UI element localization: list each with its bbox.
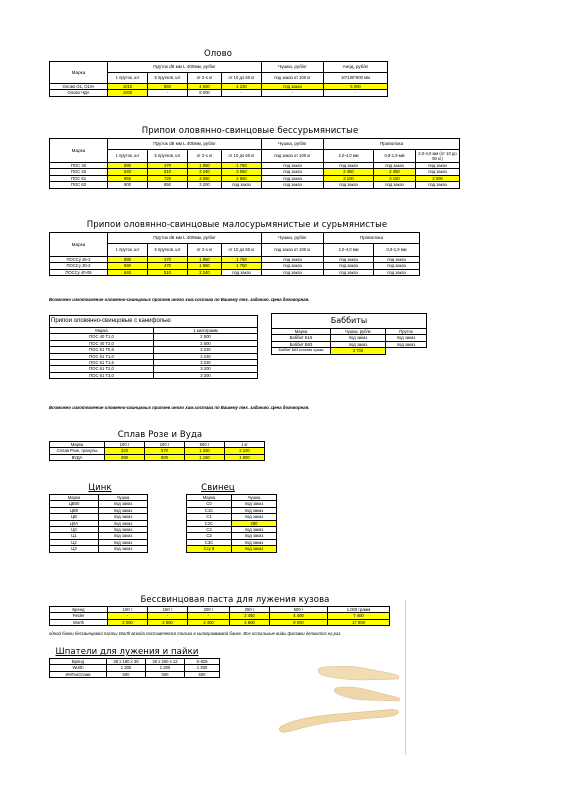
table-row: Wurth 2 000 2 800 3 400 4 600 9 000 17 000	[50, 619, 390, 625]
spatula-title: Шпатели для лужения и пайки	[55, 647, 199, 657]
tin-h-rod: Пруток d8 мм L 400мм, руб/кг	[108, 62, 262, 73]
pos-h-rod: Пруток d8 мм L 400мм, руб/кг	[108, 139, 262, 150]
table-row: Ц2 под заказ	[50, 539, 148, 545]
pos-table: Марка Пруток d8 мм L 400мм, руб/кг Чушка, руб/кг Проволока 1 пруток, шт 5 прутков, шт от 2-х кг от 10 до 50 кг под заказ от 100 кг 2,0-4,0 мм 0,8-1,9 мм 2,0-4,0 мм (от 10 до 50 кг) ПОС 30 590 470 1 950 1 750 под заказ под заказ под заказ под заказ ПОС 40 640 510 2 240 2 050 под заказ 2 450 2 450 под заказ ПОС 61 850 720 3 050 2 850 под заказ 3 100 3 150 3 000 ПОС 63 900 850 3 200 под заказ под заказ под заказ под заказ под заказ	[49, 138, 460, 189]
table-row: ИНГеоСплав 500 500 500	[50, 671, 220, 677]
table-row: Баббит Б16 под заказ под заказ	[272, 335, 427, 341]
tin-table	[49, 61, 388, 97]
rosin-section	[49, 315, 258, 379]
tin-sub: под заказ от 100 кг	[262, 73, 324, 84]
tin-h-ingot: Чушка, руб/кг	[262, 62, 324, 73]
babbit-table: Баббиты Марка Чушка, руб/кг Пруток Баббит Б16 под заказ под заказ Баббит Б83 под заказ под заказ Баббит Б83 колотая чушка 3 700	[271, 313, 427, 355]
rosin-h-mark: Марка	[50, 328, 154, 334]
paste-table: Бренд 100 г 150 г 200 г 250 г 500 г 1.000 грамм Felder - - - 2 450 4 400 7 400 Wurth 2 000 2 800 3 400 4 600 9 000 17 000	[49, 606, 390, 626]
spatula-3	[279, 710, 398, 733]
table-row: Ц0 под заказ	[50, 527, 148, 533]
pos-h-ingot: Чушка, руб/кг	[262, 139, 324, 150]
pos-title: Припои оловянно-свинцовые бессурьмянистые	[141, 126, 359, 136]
wooden-spatulas-image	[262, 660, 412, 750]
table-row: ПОС 63 900 850 3 200 под заказ под заказ под заказ под заказ под заказ	[50, 182, 460, 188]
poss-section	[49, 232, 420, 276]
spatula-2	[334, 687, 399, 701]
table-row: ПОС 61 Т0,8 3 230	[50, 347, 258, 353]
paste-note: одной банки бессвинцовой пасты Wurth всегда поставляется только в килограммовой банке. Все остальные виды фасовки делаются на раз	[49, 631, 341, 636]
table-row: ЦВ00 под заказ	[50, 501, 148, 507]
rosin-title: Припои оловянно-свинцовые с канифолью	[50, 316, 258, 328]
tin-h-anode: Анод, руб/кг	[324, 62, 388, 73]
table-row: Felder - - - 2 450 4 400 7 400	[50, 613, 390, 619]
tin-sub: от 2-х кг	[188, 73, 222, 84]
table-row: ЦВ0 под заказ	[50, 507, 148, 513]
spatula-table: Бренд 38 x 180 x 38 30 x 250 x 12 S-825 Wurth 1 300 1 300 1 300 ИНГеоСплав 500 500 500	[49, 658, 220, 678]
rose-wood-table: Марка 100 г 200 г 500 г 1 кг Сплав Розе, гранулы 333 570 1 330 2 220 ВУДА 290 500 1 150 1 900	[49, 441, 265, 461]
table-row: Олово О1, О1пч 1010 850 4 500 4 230 под заказ 5 000	[50, 84, 388, 90]
table-row: С3 под заказ	[187, 533, 277, 539]
table-row: ПОС 40 Т1,0 2 500	[50, 334, 258, 340]
table-row: ПОС 40 640 510 2 240 2 050 под заказ 2 450 2 450 под заказ	[50, 169, 460, 175]
note-custom-alloy: Возможно изготовление оловянно-свинцовых припоев иного хим.состава по Вашему тех. заданию. Цена договорная.	[49, 297, 310, 302]
paste-section	[49, 606, 390, 626]
note-custom-alloy-2: Возможно изготовление оловянно-свинцовых припоев иного хим.состава по Вашему тех. заданию. Цена договорная.	[49, 405, 310, 410]
page-edge-line	[405, 600, 406, 755]
table-row: ПОССу 25-2 590 470 1 950 1 750 под заказ под заказ под заказ	[50, 257, 420, 263]
table-row: Ссу 8 под заказ	[187, 546, 277, 552]
zinc-table: Марка Чушка ЦВ00 под заказ ЦВ0 под заказ ЦВ под заказ Ц0А под заказ Ц0 под заказ Ц1 под заказ Ц2 под заказ Ц3 под заказ	[49, 494, 148, 553]
table-row: ПОС 40 Т2,0 2 500	[50, 340, 258, 346]
lead-title: Свинец	[201, 483, 235, 493]
table-row: С2С 280	[187, 520, 277, 526]
table-row: С3С под заказ	[187, 539, 277, 545]
zinc-title: Цинк	[88, 483, 112, 493]
tin-section	[49, 61, 388, 97]
tin-h-mark: Марка	[50, 62, 108, 84]
table-row: ПОС 61 Т1,0 3 230	[50, 353, 258, 359]
table-row: ПОС 30 590 470 1 950 1 750 под заказ под заказ под заказ под заказ	[50, 163, 460, 169]
pos-h-wire: Проволока	[324, 139, 460, 150]
lead-section	[186, 494, 277, 553]
table-row: ПОС 61 Т1,5 3 230	[50, 360, 258, 366]
tin-sub: 1 пруток, шт	[108, 73, 148, 84]
table-row: ПОССу 30-2 590 470 1 950 1 750 под заказ под заказ под заказ	[50, 263, 420, 269]
zinc-section	[49, 494, 148, 553]
poss-h-ingot: Чушка, руб/кг	[262, 233, 324, 244]
table-row: Wurth 1 300 1 300 1 300	[50, 665, 220, 671]
table-row: Ц3 под заказ	[50, 546, 148, 552]
table-row: Ц0А под заказ	[50, 520, 148, 526]
table-row: ПОС 61 Т2,0 3 200	[50, 366, 258, 372]
poss-h-rod: Пруток d8 мм L 400мм, руб/кг	[108, 233, 262, 244]
table-row: ЦВ под заказ	[50, 514, 148, 520]
pos-h-mark: Марка	[50, 139, 108, 163]
pos-section	[49, 138, 460, 189]
table-row: ПОС 61 Т3,0 3 200	[50, 372, 258, 378]
babbit-title: Баббиты	[272, 314, 427, 329]
tin-title: Олово	[203, 49, 233, 59]
tin-sub: 10*100*500 мм	[324, 73, 388, 84]
table-row: С0 под заказ	[187, 501, 277, 507]
rosin-table	[49, 315, 258, 379]
rosin-h-kg: 1 килограмм	[154, 328, 258, 334]
poss-h-mark: Марка	[50, 233, 108, 257]
rose-wood-section	[49, 441, 265, 461]
table-row: ПОС 61 850 720 3 050 2 850 под заказ 3 100 3 150 3 000	[50, 175, 460, 181]
poss-table: Марка Пруток d8 мм L 400мм, руб/кг Чушка, руб/кг Проволока 1 пруток, шт 5 прутков, шт от 2-х кг от 10 до 50 кг под заказ от 100 кг 2,0-4,0 мм 0,8-1,9 мм ПОССу 25-2 590 470 1 950 1 750 под заказ под заказ под заказ ПОССу 30-2 590 470 1 950 1 750 под заказ под заказ под заказ ПОССу 40-05 640 510 2 240 под заказ под заказ под заказ под заказ	[49, 232, 420, 276]
poss-h-wire: Проволока	[324, 233, 420, 244]
table-row: Олово ЧДА 1000 - 8 000 - - -	[50, 90, 388, 96]
table-row: Сплав Розе, гранулы 333 570 1 330 2 220	[50, 448, 265, 454]
table-row: С2 под заказ	[187, 527, 277, 533]
babbit-section	[271, 313, 427, 355]
table-row: Ц1 под заказ	[50, 533, 148, 539]
table-row: Баббит Б83 под заказ под заказ	[272, 341, 427, 347]
tin-sub: 5 прутков, шт	[148, 73, 188, 84]
spatula-section	[49, 658, 220, 678]
spatula-1	[318, 666, 399, 680]
rose-wood-title: Сплав Розе и Вуда	[117, 430, 203, 440]
poss-title: Припои оловянно-свинцовые малосурьмянистые и сурьмянистые	[86, 220, 388, 230]
lead-table: Марка Чушка С0 под заказ С1С под заказ С1 под заказ С2С 280 С2 под заказ С3 под заказ С3С под заказ Ссу 8 под заказ	[186, 494, 277, 553]
tin-sub: от 10 до 50 кг	[222, 73, 262, 84]
table-row: С1 под заказ	[187, 514, 277, 520]
table-row: ПОССу 40-05 640 510 2 240 под заказ под заказ под заказ под заказ	[50, 269, 420, 275]
table-row: С1С под заказ	[187, 507, 277, 513]
paste-title: Бессвинцовая паста для лужения кузова	[140, 595, 330, 605]
table-row: ВУДА 290 500 1 150 1 900	[50, 454, 265, 460]
table-row: Баббит Б83 колотая чушка 3 700	[272, 348, 427, 354]
